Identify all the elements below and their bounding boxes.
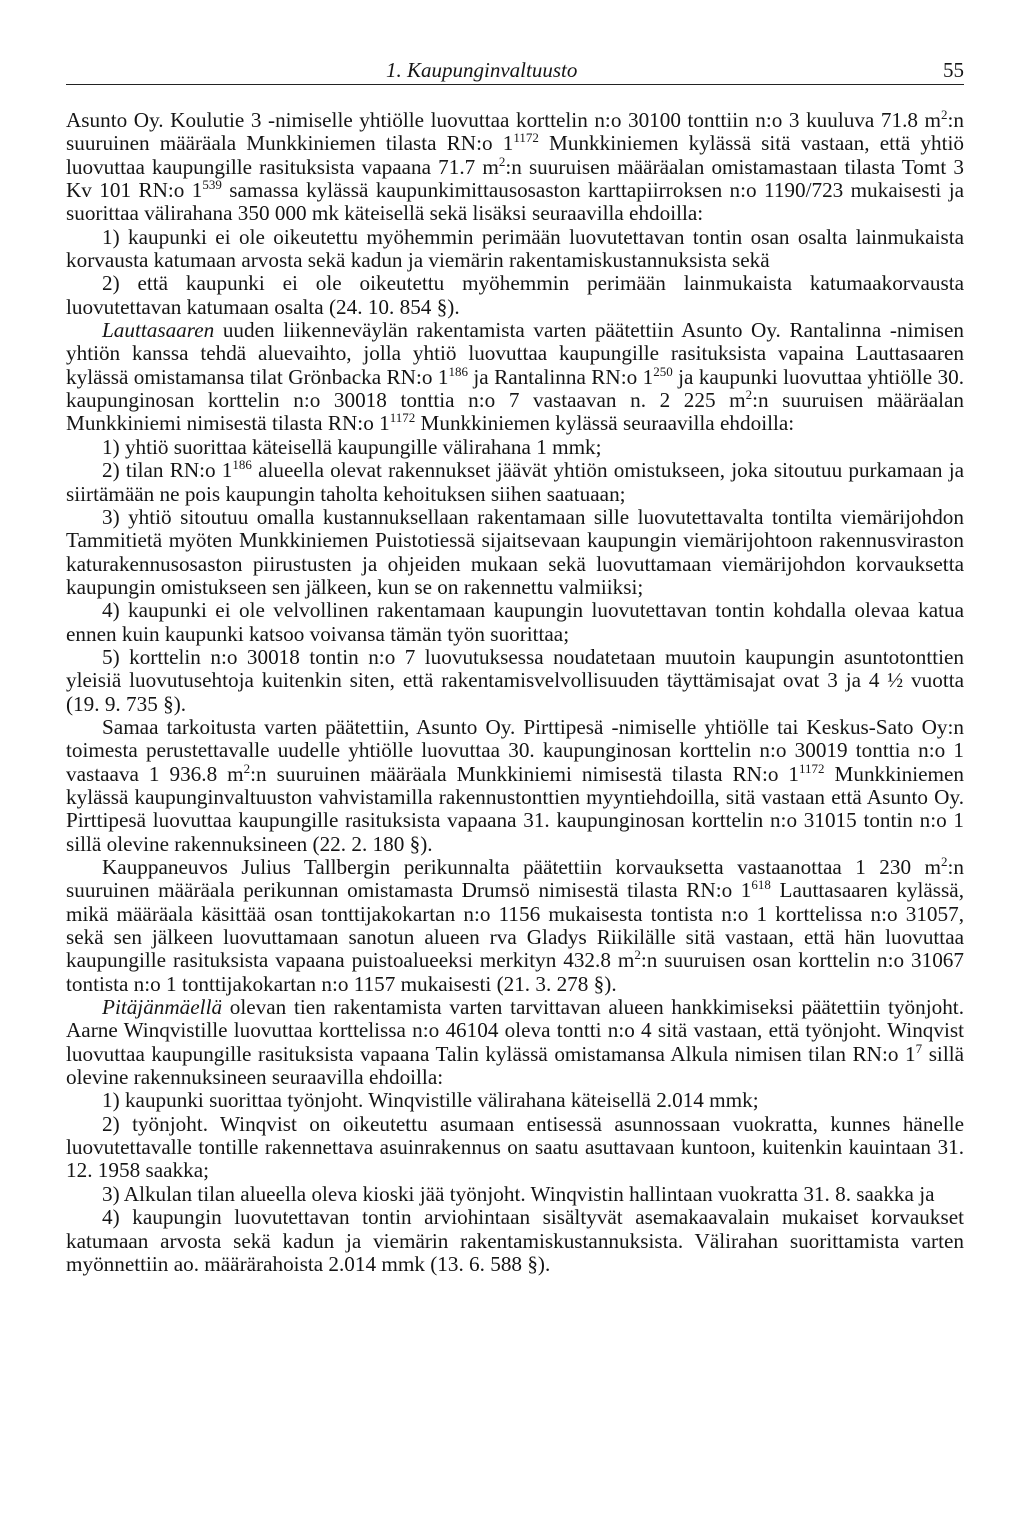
text-run: sillä olevine rakennuksineen seuraavilla ehdoilla: [66, 1041, 965, 1090]
paragraph [66, 226, 964, 273]
text-run: Munkkiniemen kylässä sitä vastaan, että yhtiö luovuttaa kaupungille rasituksista vapaana 71.7 m [66, 131, 964, 179]
text-run: :n suuruinen määräala Munkkiniemen tilasta RN:o 1 [66, 108, 964, 156]
text-run: :n suuruisen määräalan omistamastaan tilasta Tomt 3 Kv 101 RN:o 1 [66, 154, 964, 203]
paragraph [66, 436, 964, 459]
page-number: 55 [943, 58, 964, 82]
superscript: 2 [498, 153, 506, 169]
text-run: uuden liikenneväylän rakentamista varten päätettiin Asunto Oy. Rantalinna -nimisen yhtiön kanssa tehdä aluevaihto, jolla yhtiö luovuttaa kaupungille rasituksista vapaina Lauttasaaren kylässä omistamansa tilat Grönbacka RN:o 1 [66, 318, 964, 389]
superscript: 186 [448, 363, 468, 379]
paragraph [66, 272, 964, 319]
text-run: 2) työnjoht. Winqvist on oikeutettu asumaan entisessä asunnossaan vuokratta, kunnes hänelle luovutettavalle tontille rakennettava asuinrakennus on saatu asuttavaan kuntoon, kuitenkin kauintaan 31. 12. 1958 saakka; [66, 1111, 964, 1183]
paragraph [66, 1113, 964, 1183]
text-run: samassa kylässä kaupunkimittausosaston karttapiirroksen n:o 1190/723 mukaisesti ja suorittaa välirahana 350 000 mk käteisellä sekä lisäksi seuraavilla ehdoilla: [66, 178, 964, 226]
text-run: 2) tilan RN:o 1 [102, 458, 233, 483]
paragraph [66, 1089, 964, 1112]
text-run: 3) Alkulan tilan alueella oleva kioski jää työnjoht. Winqvistin hallintaan vuokratta 31. 8. saakka ja [102, 1181, 935, 1206]
document-page [66, 52, 964, 1276]
paragraph [66, 1183, 964, 1206]
running-header [66, 52, 964, 82]
text-run: Samaa tarkoitusta varten päätettiin, Asunto Oy. Pirttipesä -nimiselle yhtiölle tai Keskus-Sato Oy:n toimesta perustettavalle uudelle yhtiölle luovuttaa 30. kaupunginosan korttelin n:o 30019 tonttia n:o 1 vastaava 1 936.8 m [66, 714, 964, 786]
superscript: 618 [751, 877, 771, 893]
paragraph [66, 506, 964, 599]
paragraph [66, 459, 964, 506]
text-run: 1) kaupunki suorittaa työnjoht. Winqvistille välirahana käteisellä 2.014 mmk; [102, 1088, 759, 1113]
text-run: :n suuruinen määräala Munkkiniemi nimisestä tilasta RN:o 1 [250, 761, 800, 786]
text-run: ja Rantalinna RN:o 1 [467, 364, 654, 389]
paragraph [66, 646, 964, 716]
text-run: :n suuruinen määräala perikunnan omistamasta Drumsö nimisestä tilasta RN:o 1 [66, 855, 964, 903]
superscript: 2 [745, 387, 753, 403]
emphasis-text: Pitäjänmäellä [102, 995, 223, 1020]
text-run: ja kaupunki luovuttaa yhtiölle 30. kaupunginosan korttelin n:o 30018 tonttia n:o 7 vastaavan n. 2 225 m [66, 364, 964, 413]
text-run: Munkkiniemen kylässä kaupunginvaltuuston vahvistamilla rakennustonttien myyntiehdoilla, sitä vastaan että Asunto Oy. Pirttipesä luovuttaa kaupungille rasituksista vapaana 31. kaupunginosan korttelin n:o 31015 tontin n:o 1 sillä olevine rakennuksineen (22. 2. 180 §). [66, 761, 964, 856]
emphasis-text: Lauttasaaren [102, 318, 215, 343]
superscript: 2 [941, 854, 948, 869]
superscript: 1172 [799, 760, 825, 776]
superscript: 539 [202, 177, 222, 193]
text-run: alueella olevat rakennukset jäävät yhtiön omistukseen, joka sitoutuu purkamaan ja siirtämään ne pois kaupungin taholta kehoituksen siihen saatuaan; [66, 458, 964, 506]
text-run: 5) korttelin n:o 30018 tontin n:o 7 luovutuksessa noudatetaan muutoin kaupungin asuntotonttien yleisiä luovutusehtoja kuitenkin siten, että rakentamisvelvollisuuden täyttämisajat ovat 3 ja 4 ½ vuotta (19. 9. 735 §). [66, 644, 964, 716]
text-run: :n suuruisen osan korttelin n:o 31067 tontista n:o 1 tonttijakokartan n:o 1157 mukaisesti (21. 3. 278 §). [66, 948, 964, 996]
text-run: Lauttasaaren kylässä, mikä määräala käsittää osan tonttijakokartan n:o 1156 mukaisesta tontista n:o 1 korttelissa n:o 31057, sekä sen jälkeen luovuttamaan sanotun alueen rva Gladys Riikilälle sitä vastaan, että hän luovuttaa kaupungille rasituksista vapaana puistoalueeksi merkityn 432.8 m [66, 878, 964, 973]
text-run: :n suuruisen määräalan Munkkiniemi nimisestä tilasta RN:o 1 [66, 388, 964, 436]
text-run: 4) kaupungin luovutettavan tontin arviohintaan sisältyvät asemakaavalain mukaiset korvaukset katumaan arvosta sekä kadun ja viemärin rakentamiskustannuksista. Välirahan suorittamista varten myönnettiin ao. määrärahoista 2.014 mmk (13. 6. 588 §). [66, 1205, 964, 1276]
text-run: Kauppaneuvos Julius Tallbergin perikunnalta päätettiin korvauksetta vastaanottaa 1 230 m [102, 855, 942, 879]
superscript: 1172 [389, 410, 416, 426]
paragraph [66, 716, 964, 856]
text-run: 1) yhtiö suorittaa käteisellä kaupungille välirahana 1 mmk; [102, 434, 602, 459]
header-rule [66, 84, 964, 85]
paragraph [66, 109, 964, 226]
text-run: olevan tien rakentamista varten tarvittavan alueen hankkimiseksi päätettiin työnjoht. Aarne Winqvistille luovuttaa korttelissa n:o 46104 oleva tontti n:o 4 sitä vastaan, että työnjoht. Winqvist luovuttaa kaupungille rasituksista vapaana Talin kylässä omistamansa Alkula nimisen tilan RN:o 1 [66, 995, 964, 1066]
text-run: Munkkiniemen kylässä seuraavilla ehdoilla: [415, 411, 795, 436]
text-run: 1) kaupunki ei ole oikeutettu myöhemmin perimään luovutettavan tontin osan osalta lainmukaista korvausta katumaan arvosta sekä kadun ja viemärin rakentamiskustannuksista sekä [66, 224, 964, 273]
superscript: 250 [653, 363, 673, 379]
paragraph [66, 996, 964, 1089]
text-run: 3) yhtiö sitoutuu omalla kustannuksellaan rakentamaan sille luovutettavalta tontilta viemärijohdon Tammitietä myöten Munkkiniemen Puistotiessä sijaitsevaan kaupungin viemärijohtoon rakennusviraston katurakennusosaston piirustusten ja ohjeiden mukaan sekä luovuttamaan viemärijohdon korvauksetta kaupungin omistukseen sen jälkeen, kun se on rakennettu valmiiksi; [66, 504, 964, 599]
superscript: 186 [232, 457, 252, 473]
paragraph [66, 1206, 964, 1276]
document-body [66, 109, 964, 1276]
superscript: 2 [634, 947, 641, 963]
text-run: 2) että kaupunki ei ole oikeutettu myöhemmin perimään lainmukaista katumaakorvausta luovutettavan katumaan osalta (24. 10. 854 §). [66, 271, 964, 319]
text-run: 4) kaupunki ei ole velvollinen rakentamaan kaupungin luovutettavan tontin kohdalla olevaa katua ennen kuin kaupunki katsoo voivansa tämän työn suorittaa; [66, 598, 964, 646]
text-run: Asunto Oy. Koulutie 3 -nimiselle yhtiölle luovuttaa korttelin n:o 30100 tonttiin n:o 3 kuuluva 71.8 m [66, 108, 942, 132]
superscript: 2 [941, 107, 948, 122]
chapter-title: 1. Kaupunginvaltuusto [386, 58, 578, 82]
superscript: 7 [915, 1040, 923, 1056]
paragraph [66, 599, 964, 646]
superscript: 2 [243, 760, 251, 776]
superscript: 1172 [513, 130, 539, 146]
paragraph [66, 319, 964, 436]
paragraph [66, 856, 964, 996]
